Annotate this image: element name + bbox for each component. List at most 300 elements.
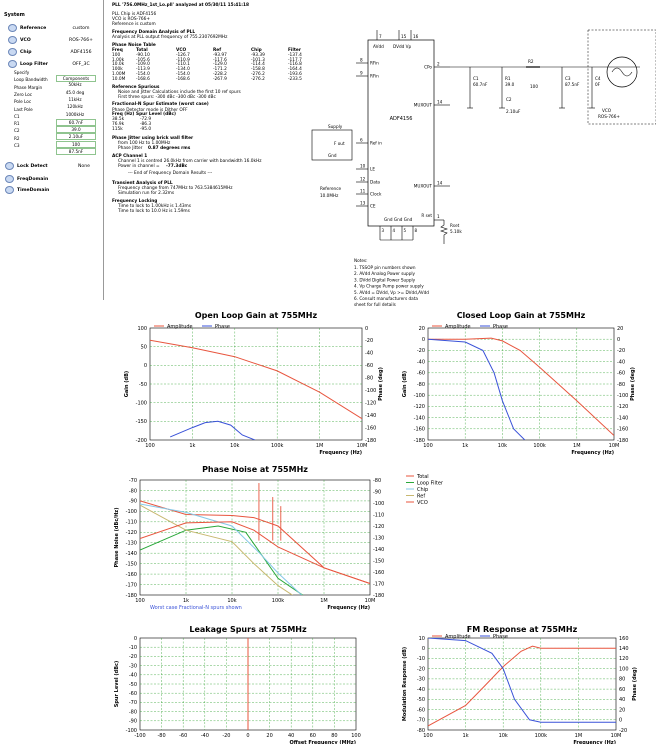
- sidebar-item-value[interactable]: None: [78, 163, 90, 169]
- param-value: 11kHz: [68, 96, 82, 102]
- pin-label: CE: [370, 203, 376, 209]
- c1-value: 60.7nF: [473, 82, 488, 87]
- reference-label: Reference: [320, 186, 342, 191]
- plots-area: [0, 300, 656, 744]
- y-tick-label: -40: [416, 686, 425, 693]
- x-axis-label: Frequency (Hz): [319, 450, 362, 456]
- table-cell: -228.2: [213, 72, 227, 77]
- pin-number: 9: [360, 70, 363, 76]
- sidebar-item-vco[interactable]: [8, 36, 93, 44]
- y-tick-label: -30: [416, 676, 425, 683]
- param-value[interactable]: 2.10uF: [56, 133, 96, 140]
- y2-tick-label: 20: [617, 325, 624, 332]
- pin-number: 13: [360, 200, 366, 206]
- y2-tick-label: 40: [619, 697, 626, 704]
- x-tick-label: 60: [309, 733, 316, 739]
- table-cell: 38.5k: [112, 117, 125, 123]
- section-heading: Fractional-N Spur Estimate (worst case): [112, 102, 209, 108]
- table-cell: -267.9: [213, 76, 227, 82]
- sidebar-item-value[interactable]: ROS-766+: [69, 37, 93, 43]
- y-tick-label: 20: [418, 325, 425, 332]
- y2-tick-label: -20: [365, 338, 374, 345]
- table-cell: -168.6: [136, 76, 150, 82]
- vco-icon: [8, 36, 17, 44]
- sidebar-item-reference[interactable]: [8, 24, 90, 32]
- chart-4: [402, 625, 638, 744]
- legend-label: Amplitude: [167, 323, 193, 330]
- sidebar-item-chip[interactable]: [8, 48, 92, 56]
- y2-tick-label: 0: [365, 325, 369, 332]
- table-cell: 10.0k: [112, 62, 125, 68]
- pin-number: 14: [437, 180, 443, 186]
- pin-number: 14: [437, 99, 443, 105]
- y2-tick-label: -80: [373, 477, 382, 484]
- y-tick-label: -70: [416, 717, 425, 724]
- y-tick-label: -70: [128, 477, 137, 484]
- x-tick-label: 1M: [573, 443, 581, 449]
- chart-title: Phase Noise at 755MHz: [202, 465, 308, 474]
- end-marker: --- End of Frequency Domain Results ---: [128, 171, 213, 177]
- y-tick-label: -170: [125, 582, 137, 589]
- legend-label: Amplitude: [445, 633, 471, 640]
- y-tick-label: -80: [416, 727, 425, 734]
- table-cell: -93.97: [213, 52, 227, 58]
- param-label: C2: [14, 128, 20, 134]
- x-tick-label: 1k: [182, 598, 190, 604]
- section-heading: Reference Spurious: [112, 84, 160, 90]
- pin-number: 4: [392, 228, 396, 233]
- y-tick-label: 10: [418, 635, 425, 642]
- y2-axis-label: Phase (deg): [632, 667, 638, 701]
- section-heading: Frequency Locking: [112, 199, 158, 205]
- y-tick-label: -10: [128, 645, 137, 651]
- y2-tick-label: -110: [373, 512, 385, 519]
- param-label: Specify: [14, 70, 30, 75]
- pin-label: AVdd: [373, 44, 384, 49]
- y-tick-label: -120: [125, 530, 137, 537]
- y2-tick-label: -120: [373, 523, 385, 530]
- table-cell: -193.6: [288, 72, 302, 77]
- note-line: sheet for full details: [354, 302, 396, 308]
- param-value[interactable]: 60.7nF: [56, 119, 96, 126]
- pin-number: 8: [360, 57, 363, 63]
- vco-label: VCO: [602, 108, 612, 113]
- legend-label: Loop Filter: [417, 480, 443, 487]
- x-axis-label: Frequency (Hz): [571, 450, 614, 456]
- result-line: Noise and Jitter Calculations include the first 10 ref spurs: [118, 89, 241, 95]
- chart-title: Leakage Spurs at 755MHz: [189, 625, 307, 634]
- x-tick-label: 10k: [230, 443, 240, 449]
- param-value: 120kHz: [67, 104, 83, 110]
- x-tick-label: 10M: [364, 598, 376, 604]
- sidebar-item-label: Reference: [20, 25, 47, 31]
- y-tick-label: -40: [128, 672, 137, 679]
- sidebar-item-timedomain[interactable]: [5, 186, 49, 194]
- result-line: Simulation run for 2.32ms: [118, 190, 175, 196]
- legend-label: Phase: [215, 323, 230, 330]
- x-tick-label: 1k: [462, 733, 469, 739]
- x-tick-label: 0: [246, 733, 250, 739]
- x-tick-label: 10M: [608, 443, 620, 449]
- y-tick-label: -40: [416, 359, 425, 366]
- y-tick-label: -130: [125, 540, 137, 547]
- timedomain-icon: [5, 186, 14, 194]
- y2-tick-label: -80: [365, 375, 374, 382]
- y-tick-label: -70: [128, 700, 137, 707]
- y2-tick-label: -20: [619, 727, 628, 734]
- y2-tick-label: -140: [373, 546, 385, 553]
- config-sidebar: [0, 0, 104, 300]
- x-tick-label: 100: [135, 598, 145, 604]
- c2-value: 2.10uF: [506, 109, 521, 114]
- legend-label: Amplitude: [445, 323, 471, 330]
- param-label: R2: [14, 135, 20, 141]
- pin-number: 1: [437, 214, 440, 219]
- y-tick-label: -140: [125, 550, 137, 557]
- y-tick-label: -20: [416, 348, 425, 355]
- result-line: Phase Jitter: [118, 145, 143, 151]
- param-value: 45.0 deg: [65, 89, 85, 95]
- pin-label: DVdd Vp: [393, 44, 412, 49]
- y-tick-label: -150: [135, 419, 147, 426]
- result-line: Channel 1 is centred 26.0kHz from carrier with bandwidth 16.0kHz: [118, 158, 262, 164]
- y2-tick-label: -40: [365, 350, 374, 357]
- table-cell: -90.10: [136, 52, 150, 58]
- x-tick-label: 100: [145, 443, 155, 449]
- y2-tick-label: -120: [365, 400, 377, 407]
- section-heading: Transient Analysis of PLL: [112, 180, 173, 186]
- sidebar-item-value[interactable]: custom: [72, 25, 90, 31]
- param-value[interactable]: 100: [56, 141, 96, 148]
- x-tick-label: -80: [157, 733, 166, 739]
- x-tick-label: 100k: [533, 443, 546, 449]
- y-tick-label: -50: [128, 681, 137, 688]
- sidebar-item-value[interactable]: OFF_3C: [72, 61, 90, 67]
- table-header: Freq: [112, 48, 123, 53]
- table-cell: 115k: [112, 126, 123, 132]
- pin-label: MUXOUT: [413, 183, 432, 189]
- table-cell: -158.8: [251, 67, 265, 73]
- param-value[interactable]: 39.0: [56, 126, 96, 133]
- gnd-label: Gnd: [328, 153, 337, 158]
- x-tick-label: 1M: [320, 598, 328, 604]
- sidebar-item-lock-detect[interactable]: [5, 162, 90, 170]
- x-tick-label: 40: [288, 733, 295, 739]
- param-label: R1: [14, 121, 20, 127]
- legend-label: Total: [417, 473, 429, 480]
- note-line: 6. Consult manufacturers data: [354, 296, 418, 301]
- result-line: Phase Detector mode is Dither OFF: [112, 107, 188, 113]
- pin-label: LE: [370, 166, 375, 172]
- table-cell: -117.6: [213, 57, 227, 63]
- section-heading: ACP Channel 1: [112, 153, 148, 159]
- chart-note: Worst case Fractional-N spurs shown: [150, 605, 242, 611]
- table-cell: -86.3: [140, 122, 152, 127]
- table-cell: -154.0: [176, 72, 190, 77]
- param-label: Pole Loc: [14, 99, 32, 105]
- sine-icon: [612, 68, 632, 76]
- note-line: 2. AVdd Analog Power supply: [354, 271, 416, 277]
- y-tick-label: -110: [125, 519, 137, 526]
- y-tick-label: -150: [125, 561, 137, 568]
- rset-value: 5.10k: [450, 229, 462, 234]
- x-tick-label: 1M: [574, 733, 583, 739]
- x-tick-label: -60: [179, 733, 188, 739]
- sidebar-item-value[interactable]: ADF4156: [70, 49, 92, 55]
- y-axis-label: Gain (dB): [402, 370, 408, 398]
- plot-frame: [140, 480, 370, 595]
- y-tick-label: -80: [128, 488, 137, 495]
- gnd-label: Gnd Gnd Gnd: [384, 217, 413, 222]
- table-cell: -164.4: [288, 67, 302, 73]
- rset-resistor: [441, 220, 447, 244]
- x-tick-label: 100: [351, 733, 361, 739]
- x-tick-label: 100k: [270, 443, 284, 449]
- table-cell: -113.9: [136, 67, 150, 73]
- y2-tick-label: 0: [619, 717, 623, 724]
- table-cell: -154.0: [136, 72, 150, 77]
- legend-label: Ref: [417, 493, 426, 500]
- table-cell: -137.4: [288, 52, 302, 58]
- sidebar-item-freqdomain[interactable]: [5, 175, 48, 183]
- y2-tick-label: -150: [373, 558, 385, 565]
- y2-tick-label: -130: [373, 535, 385, 542]
- x-axis-label: Frequency (Hz): [327, 605, 370, 611]
- y-tick-label: -160: [125, 571, 137, 578]
- y-tick-label: 0: [133, 635, 137, 642]
- y2-tick-label: -180: [373, 592, 385, 599]
- chart-1: [402, 311, 636, 456]
- x-tick-label: 80: [331, 733, 338, 739]
- result-line: Time to lock to 10.0 Hz is 1.59ms: [118, 209, 190, 215]
- table-cell: -114.4: [251, 62, 265, 68]
- chart-title: Closed Loop Gain at 755MHz: [456, 311, 586, 320]
- c1-label: C1: [473, 76, 479, 81]
- table-cell: -109.0: [136, 62, 150, 68]
- y2-tick-label: 80: [619, 676, 626, 683]
- c3-label: C3: [565, 76, 571, 81]
- y2-axis-label: Phase (deg): [378, 367, 384, 401]
- y-axis-label: Modulation Response (dB): [402, 646, 408, 722]
- param-value[interactable]: 87.5nF: [56, 148, 96, 155]
- x-tick-label: 100: [423, 733, 433, 739]
- y-tick-label: 0: [143, 363, 147, 370]
- x-tick-label: -40: [200, 733, 209, 739]
- sidebar-item-label: Lock Detect: [17, 163, 48, 169]
- y-axis-label: Gain (dB): [124, 370, 130, 398]
- pin-number: 6: [360, 137, 363, 143]
- note-line: 5. AVdd = DVdd, Vp >= DVdd,AVdd: [354, 289, 429, 295]
- y2-tick-label: 0: [617, 337, 621, 343]
- loop-filter-icon: [8, 60, 17, 68]
- param-label: Loop Bandwidth: [14, 77, 48, 83]
- chart-title: Open Loop Gain at 755MHz: [194, 311, 318, 320]
- sidebar-item-label: FreqDomain: [17, 176, 49, 182]
- c2-label: C2: [506, 97, 512, 102]
- x-tick-label: 100k: [534, 733, 548, 739]
- table-cell: -116.8: [288, 62, 302, 68]
- section-heading: Phase Jitter using brick wall filter: [112, 135, 194, 141]
- pin-label: MUXOUT: [413, 102, 432, 108]
- y2-tick-label: 120: [619, 656, 629, 663]
- x-tick-label: 10k: [498, 733, 508, 739]
- fout-label: F out: [334, 141, 345, 146]
- pin-label: RFin: [370, 60, 379, 66]
- legend-label: Phase: [493, 633, 508, 640]
- chart-2: [114, 465, 444, 621]
- acp-value: -77.3dBc: [166, 163, 188, 169]
- param-value[interactable]: Components: [56, 75, 96, 82]
- table-cell: -117.7: [288, 57, 302, 63]
- sidebar-item-label: TimeDomain: [17, 187, 50, 193]
- plot-frame: [428, 638, 616, 730]
- y2-tick-label: -160: [373, 569, 385, 576]
- chart-3: [114, 625, 361, 744]
- pll-schematic: [320, 0, 656, 308]
- note-line: 1. TSSOP pin numbers shown: [354, 265, 416, 270]
- y-tick-label: -20: [416, 666, 425, 673]
- y2-tick-label: -160: [617, 426, 629, 433]
- y-tick-label: -30: [128, 663, 137, 670]
- r2-label: R2: [528, 59, 534, 64]
- y2-tick-label: -20: [617, 348, 626, 355]
- table-cell: -110.1: [176, 62, 190, 68]
- result-line: Time to lock to 1.00kHz is 1.43ms: [118, 204, 191, 210]
- table-cell: 10.0M: [112, 76, 126, 82]
- param-label: C3: [14, 143, 20, 148]
- x-tick-label: -20: [222, 733, 231, 739]
- y2-tick-label: -90: [373, 489, 382, 496]
- note-line: 3. DVdd Digital Power Supply: [354, 277, 416, 283]
- sidebar-item-loop-filter[interactable]: [8, 60, 90, 68]
- table-cell: 76.9k: [112, 122, 125, 127]
- table-cell: -171.2: [213, 67, 227, 73]
- table-header: Filter: [288, 48, 301, 53]
- y-tick-label: -80: [128, 709, 137, 716]
- pin-number: 3: [381, 228, 385, 233]
- y2-tick-label: 140: [619, 646, 629, 653]
- y-tick-label: -80: [416, 381, 425, 388]
- result-line: Power in channel =: [118, 163, 160, 169]
- y2-tick-label: -120: [617, 404, 629, 411]
- vco-model: ROS-766+: [598, 114, 620, 119]
- y2-tick-label: 100: [619, 666, 629, 673]
- y-tick-label: -90: [128, 718, 137, 725]
- y2-tick-label: -80: [617, 381, 626, 388]
- y2-tick-label: -140: [365, 412, 377, 419]
- sidebar-item-label: Chip: [20, 49, 32, 55]
- table-cell: -168.6: [176, 76, 190, 82]
- y-tick-label: 0: [421, 646, 425, 653]
- supply-label: Supply: [328, 124, 343, 129]
- table-cell: -276.2: [251, 72, 265, 77]
- table-cell: 1.00M: [112, 72, 126, 77]
- y-tick-label: -50: [138, 381, 147, 388]
- y2-tick-label: -180: [365, 437, 377, 444]
- rset-label: Rset: [450, 223, 460, 228]
- y-axis-label: Phase Noise (dBc/Hz): [114, 507, 120, 568]
- reference-icon: [8, 24, 17, 32]
- y2-tick-label: -180: [617, 437, 629, 444]
- y2-tick-label: -40: [617, 359, 626, 366]
- y-tick-label: -180: [413, 437, 425, 444]
- x-tick-label: -100: [134, 733, 146, 739]
- result-line: Analysis at PLL output frequency of 755.2307692MHz: [112, 34, 228, 40]
- x-axis-label: Frequency (Hz): [573, 740, 616, 744]
- y-tick-label: -100: [125, 509, 137, 516]
- y-axis-label: Spur Level (dBc): [114, 660, 120, 708]
- y-tick-label: -140: [413, 415, 425, 422]
- y-tick-label: 50: [140, 344, 147, 351]
- pin-label: Clock: [370, 191, 382, 197]
- table-cell: -101.3: [251, 57, 265, 63]
- y2-tick-label: -160: [365, 425, 377, 432]
- chart-0: [124, 311, 384, 456]
- legend-label: VCO: [417, 499, 428, 506]
- y2-tick-label: 60: [619, 686, 626, 693]
- y2-tick-label: 160: [619, 635, 629, 642]
- table-cell: -72.9: [140, 117, 152, 123]
- lock-detect-icon: [5, 162, 14, 170]
- table-cell: -95.0: [140, 126, 152, 132]
- table-cell: -276.2: [251, 76, 265, 82]
- table-cell: -110.9: [176, 57, 190, 63]
- y-tick-label: -100: [125, 727, 137, 734]
- result-line: First three spurs: -300 dBc -300 dBc -300 dBc: [118, 94, 216, 100]
- c4-label: C4: [595, 76, 601, 81]
- y2-tick-label: -140: [617, 415, 629, 422]
- table-cell: -233.5: [288, 76, 302, 82]
- y2-tick-label: -100: [373, 500, 385, 507]
- x-tick-label: 100k: [271, 598, 285, 604]
- y-tick-label: -50: [416, 697, 425, 704]
- y-tick-label: -160: [413, 426, 425, 433]
- y-tick-label: -60: [416, 370, 425, 377]
- table-cell: -93.39: [251, 52, 265, 58]
- y-tick-label: -10: [416, 656, 425, 663]
- chip-name: ADF4156: [389, 116, 413, 122]
- legend-label: Chip: [417, 486, 429, 493]
- result-line: from 100 Hz to 1.00MHz: [118, 140, 171, 146]
- y-tick-label: 100: [137, 325, 147, 332]
- y-tick-label: -90: [128, 498, 137, 505]
- x-tick-label: 1M: [315, 443, 324, 449]
- param-label: Zero Loc: [14, 91, 33, 97]
- param-label: Phase Margin: [14, 84, 43, 90]
- chip-icon: [8, 48, 17, 56]
- section-heading: Frequency Domain Analysis of PLL: [112, 29, 196, 35]
- x-tick-label: 100: [423, 443, 433, 449]
- pin-number: 16: [413, 34, 419, 39]
- x-axis-label: Offset Frequency (MHz): [289, 740, 356, 744]
- table-header: Ref: [213, 48, 222, 53]
- y-tick-label: -60: [416, 707, 425, 714]
- y2-tick-label: -60: [617, 370, 626, 377]
- c4-value: 0F: [595, 82, 601, 87]
- result-line: Reference is custom: [112, 21, 156, 27]
- y2-tick-label: -170: [373, 581, 385, 588]
- chart-title: FM Response at 755MHz: [466, 625, 578, 634]
- r2-value: 100: [530, 84, 538, 89]
- c3-value: 87.5nF: [565, 82, 580, 87]
- pin-number: 15: [401, 34, 407, 39]
- r1-value: 39.0: [505, 82, 515, 87]
- table-cell: 100k: [112, 67, 123, 73]
- sidebar-title: System: [4, 12, 25, 18]
- table-cell: 1.00k: [112, 57, 125, 63]
- table-cell: -126.7: [176, 52, 190, 58]
- y-tick-label: -180: [125, 592, 137, 599]
